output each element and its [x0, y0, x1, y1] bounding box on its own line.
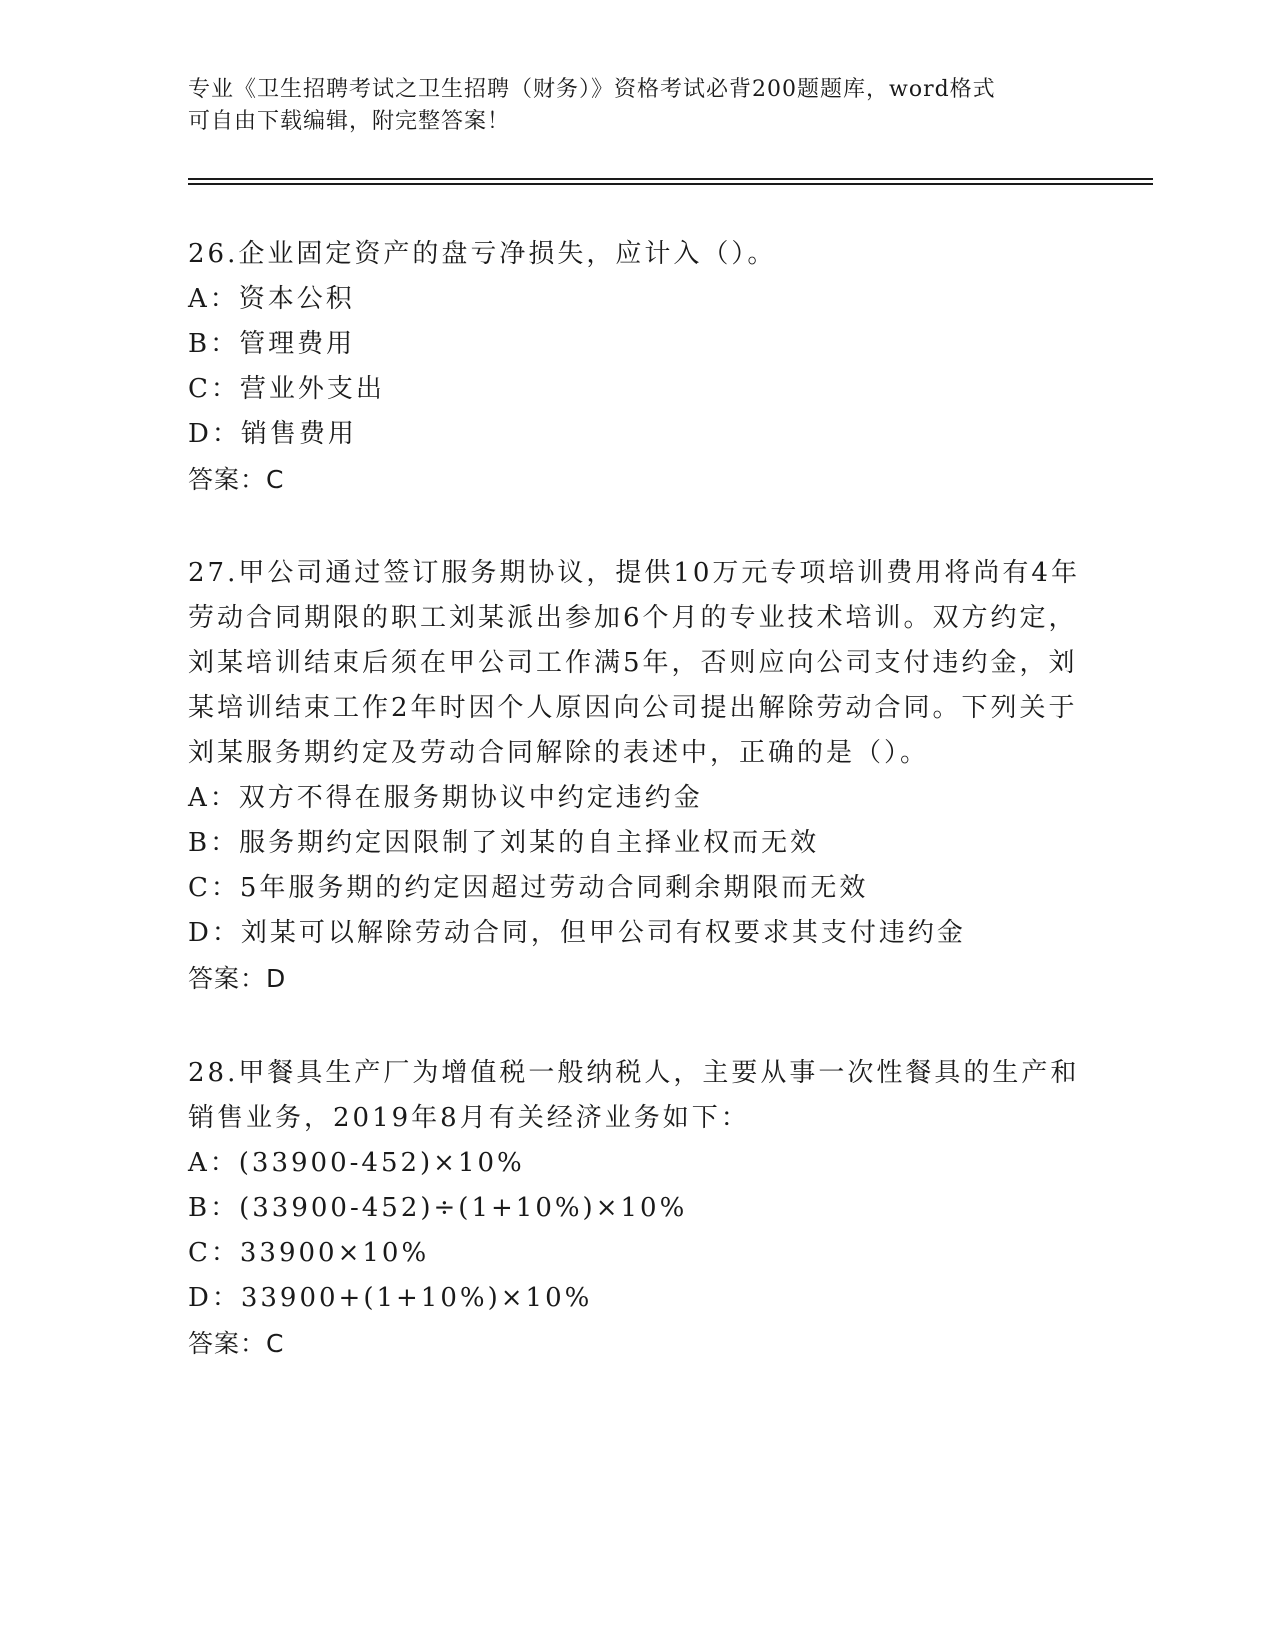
header-line-1: 专业《卫生招聘考试之卫生招聘（财务）》资格考试必背200题题库，word格式	[188, 77, 996, 102]
option-d: D：33900+(1+10%)×10%	[188, 1283, 593, 1313]
question-stem: 27.甲公司通过签订服务期协议，提供10万元专项培训费用将尚有4年劳动合同期限的职工刘某派出参加6个月的专业技术培训。双方约定，刘某培训结束后须在甲公司工作满5年，否则应向公司支付违约金，刘某培训结束工作2年时因个人原因向公司提出解除劳动合同。下列关于刘某服务期约定及劳动合同解除的表述中，正确的是（）。	[188, 558, 1080, 768]
option-b: B：服务期约定因限制了刘某的自主择业权而无效	[188, 828, 820, 858]
question-stem: 28.甲餐具生产厂为增值税一般纳税人，主要从事一次性餐具的生产和销售业务，2019年8月有关经济业务如下：	[188, 1058, 1080, 1133]
document-header	[188, 74, 1088, 138]
answer: 答案：C	[188, 465, 285, 494]
answer: 答案：C	[188, 1329, 285, 1358]
option-c: C：营业外支出	[188, 374, 385, 404]
header-line-2: 可自由下载编辑，附完整答案！	[188, 109, 511, 134]
header-divider-bottom	[188, 183, 1153, 185]
question-28	[188, 1051, 1088, 1366]
option-a: A：双方不得在服务期协议中约定违约金	[188, 783, 703, 813]
question-stem: 26.企业固定资产的盘亏净损失，应计入（）。	[188, 239, 777, 269]
answer: 答案：D	[188, 964, 287, 993]
question-26	[188, 232, 1088, 502]
option-d: D：刘某可以解除劳动合同，但甲公司有权要求其支付违约金	[188, 918, 966, 948]
option-a: A：(33900-452)×10%	[188, 1148, 525, 1178]
option-b: B：(33900-452)÷(1+10%)×10%	[188, 1193, 688, 1223]
option-c: C：5年服务期的约定因超过劳动合同剩余期限而无效	[188, 873, 869, 903]
option-b: B：管理费用	[188, 329, 356, 359]
question-27	[188, 551, 1088, 1001]
option-c: C：33900×10%	[188, 1238, 430, 1268]
header-divider-top	[188, 178, 1153, 180]
option-a: A：资本公积	[188, 284, 355, 314]
option-d: D：销售费用	[188, 419, 357, 449]
